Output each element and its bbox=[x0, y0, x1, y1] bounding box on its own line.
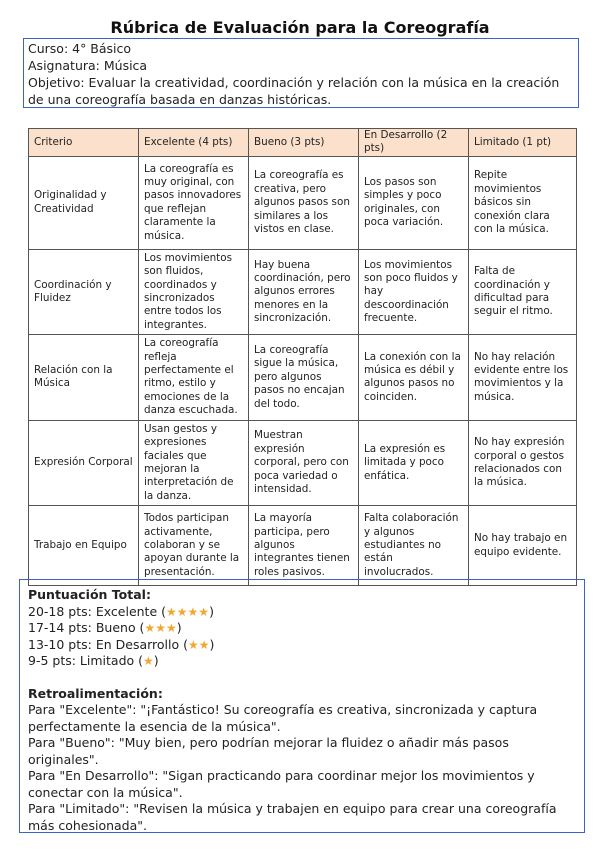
table-cell: Usan gestos y expresiones faciales que mejoran la interpretación de la danza. bbox=[139, 420, 249, 505]
star-rating bbox=[144, 620, 176, 635]
score-level-text: 9-5 pts: Limitado ( bbox=[28, 653, 144, 668]
table-cell: Los pasos son simples y poco originales, con poca variación. bbox=[359, 156, 469, 249]
criterion-cell: Relación con la Música bbox=[29, 335, 139, 420]
table-cell: Muestran expresión corporal, pero con poca variedad o intensidad. bbox=[249, 420, 359, 505]
course-line: Curso: 4° Básico bbox=[28, 41, 132, 56]
star-rating bbox=[143, 653, 154, 668]
star-icon: ★ bbox=[188, 637, 199, 652]
score-level-text: 13-10 pts: En Desarrollo ( bbox=[28, 636, 188, 652]
table-cell: Falta colaboración y algunos estudiantes no están involucrados. bbox=[359, 506, 469, 586]
feedback-heading: Retroalimentación: bbox=[28, 685, 163, 701]
criterion-cell: Coordinación y Fluidez bbox=[29, 249, 139, 334]
criterion-cell: Originalidad y Creatividad bbox=[29, 156, 139, 249]
scoring-box bbox=[19, 579, 585, 833]
header-criterio: Criterio bbox=[29, 129, 139, 157]
header-bueno: Bueno (3 pts) bbox=[249, 129, 359, 157]
score-level-text: 17-14 pts: Bueno ( bbox=[28, 620, 145, 635]
star-icon: ★ bbox=[143, 654, 154, 668]
score-level-line: 17-14 pts: Bueno (★★★) bbox=[28, 620, 182, 635]
table-cell: Todos participan activamente, colaboran y se apoyan durante la presentación. bbox=[139, 506, 249, 586]
table-row bbox=[29, 506, 577, 586]
star-icon: ★ bbox=[198, 604, 210, 619]
star-rating bbox=[188, 637, 210, 652]
table-cell: No hay relación evidente entre los movimientos y la música. bbox=[469, 335, 577, 420]
criterion-cell: Expresión Corporal bbox=[29, 420, 139, 505]
feedback-item: Para "Bueno": "Muy bien, pero podrían mejorar la fluidez o añadir más pasos originales". bbox=[28, 735, 509, 767]
feedback-item: Para "Excelente": "¡Fantástico! Su coreografía es creativa, sincronizada y captura perfectamente la esencia de la música". bbox=[28, 702, 538, 734]
table-cell: Repite movimientos básicos sin conexión clara con la música. bbox=[469, 156, 577, 249]
objective-line: Objetivo: Evaluar la creatividad, coordinación y relación con la música en la creación de una coreografía basada en danzas históricas. bbox=[28, 75, 560, 107]
table-row bbox=[29, 156, 577, 249]
table-cell: Falta de coordinación y dificultad para seguir el ritmo. bbox=[469, 249, 577, 334]
table-cell: No hay expresión corporal o gestos relacionados con la música. bbox=[469, 420, 577, 505]
table-cell: La coreografía es creativa, pero algunos pasos son similares a los vistos en clase. bbox=[249, 156, 359, 249]
feedback-item: Para "En Desarrollo": "Sigan practicando para coordinar mejor los movimientos y conectar con la música". bbox=[28, 768, 535, 800]
info-box bbox=[23, 38, 579, 108]
star-icon: ★ bbox=[198, 637, 210, 652]
star-icon: ★ bbox=[155, 621, 166, 635]
table-header-row bbox=[29, 129, 577, 157]
table-cell: La expresión es limitada y poco enfática. bbox=[359, 420, 469, 505]
star-icon: ★ bbox=[187, 604, 199, 619]
score-level-text: 20-18 pts: Excelente ( bbox=[28, 603, 166, 619]
header-en-desarrollo: En Desarrollo (2 pts) bbox=[359, 129, 469, 157]
star-icon: ★ bbox=[165, 621, 177, 635]
score-level-line: 13-10 pts: En Desarrollo (★★) bbox=[28, 636, 215, 652]
rubric-table bbox=[28, 128, 577, 586]
score-level-line: 20-18 pts: Excelente (★★★★) bbox=[28, 603, 214, 619]
table-cell: No hay trabajo en equipo evidente. bbox=[469, 506, 577, 586]
page-title: Rúbrica de Evaluación para la Coreografía bbox=[110, 18, 490, 37]
table-cell: Hay buena coordinación, pero algunos errores menores en la sincronización. bbox=[249, 249, 359, 334]
feedback-item: Para "Limitado": "Revisen la música y trabajen en equipo para crear una coreografía más cohesionada". bbox=[28, 801, 557, 833]
table-cell: La mayoría participa, pero algunos integrantes tienen roles pasivos. bbox=[249, 506, 359, 586]
table-row bbox=[29, 420, 577, 505]
table-cell: Los movimientos son fluidos, coordinados y sincronizados entre todos los integrantes. bbox=[139, 249, 249, 334]
header-excelente: Excelente (4 pts) bbox=[139, 129, 249, 157]
table-row bbox=[29, 335, 577, 420]
star-rating bbox=[166, 604, 209, 619]
table-cell: Los movimientos son poco fluidos y hay descoordinación frecuente. bbox=[359, 249, 469, 334]
score-level-line: 9-5 pts: Limitado (★) bbox=[28, 653, 159, 668]
criterion-cell: Trabajo en Equipo bbox=[29, 506, 139, 586]
header-limitado: Limitado (1 pt) bbox=[469, 129, 577, 157]
table-cell: La conexión con la música es débil y algunos pasos no coinciden. bbox=[359, 335, 469, 420]
table-row bbox=[29, 249, 577, 334]
table-cell: La coreografía sigue la música, pero algunos pasos no encajan del todo. bbox=[249, 335, 359, 420]
star-icon: ★ bbox=[166, 604, 177, 619]
table-cell: La coreografía es muy original, con pasos innovadores que reflejan claramente la música. bbox=[139, 156, 249, 249]
subject-line: Asignatura: Música bbox=[28, 58, 148, 73]
star-icon: ★ bbox=[144, 621, 156, 635]
star-icon: ★ bbox=[176, 604, 188, 619]
scoring-heading: Puntuación Total: bbox=[28, 587, 151, 602]
table-cell: La coreografía refleja perfectamente el ritmo, estilo y emociones de la danza escuchada. bbox=[139, 335, 249, 420]
